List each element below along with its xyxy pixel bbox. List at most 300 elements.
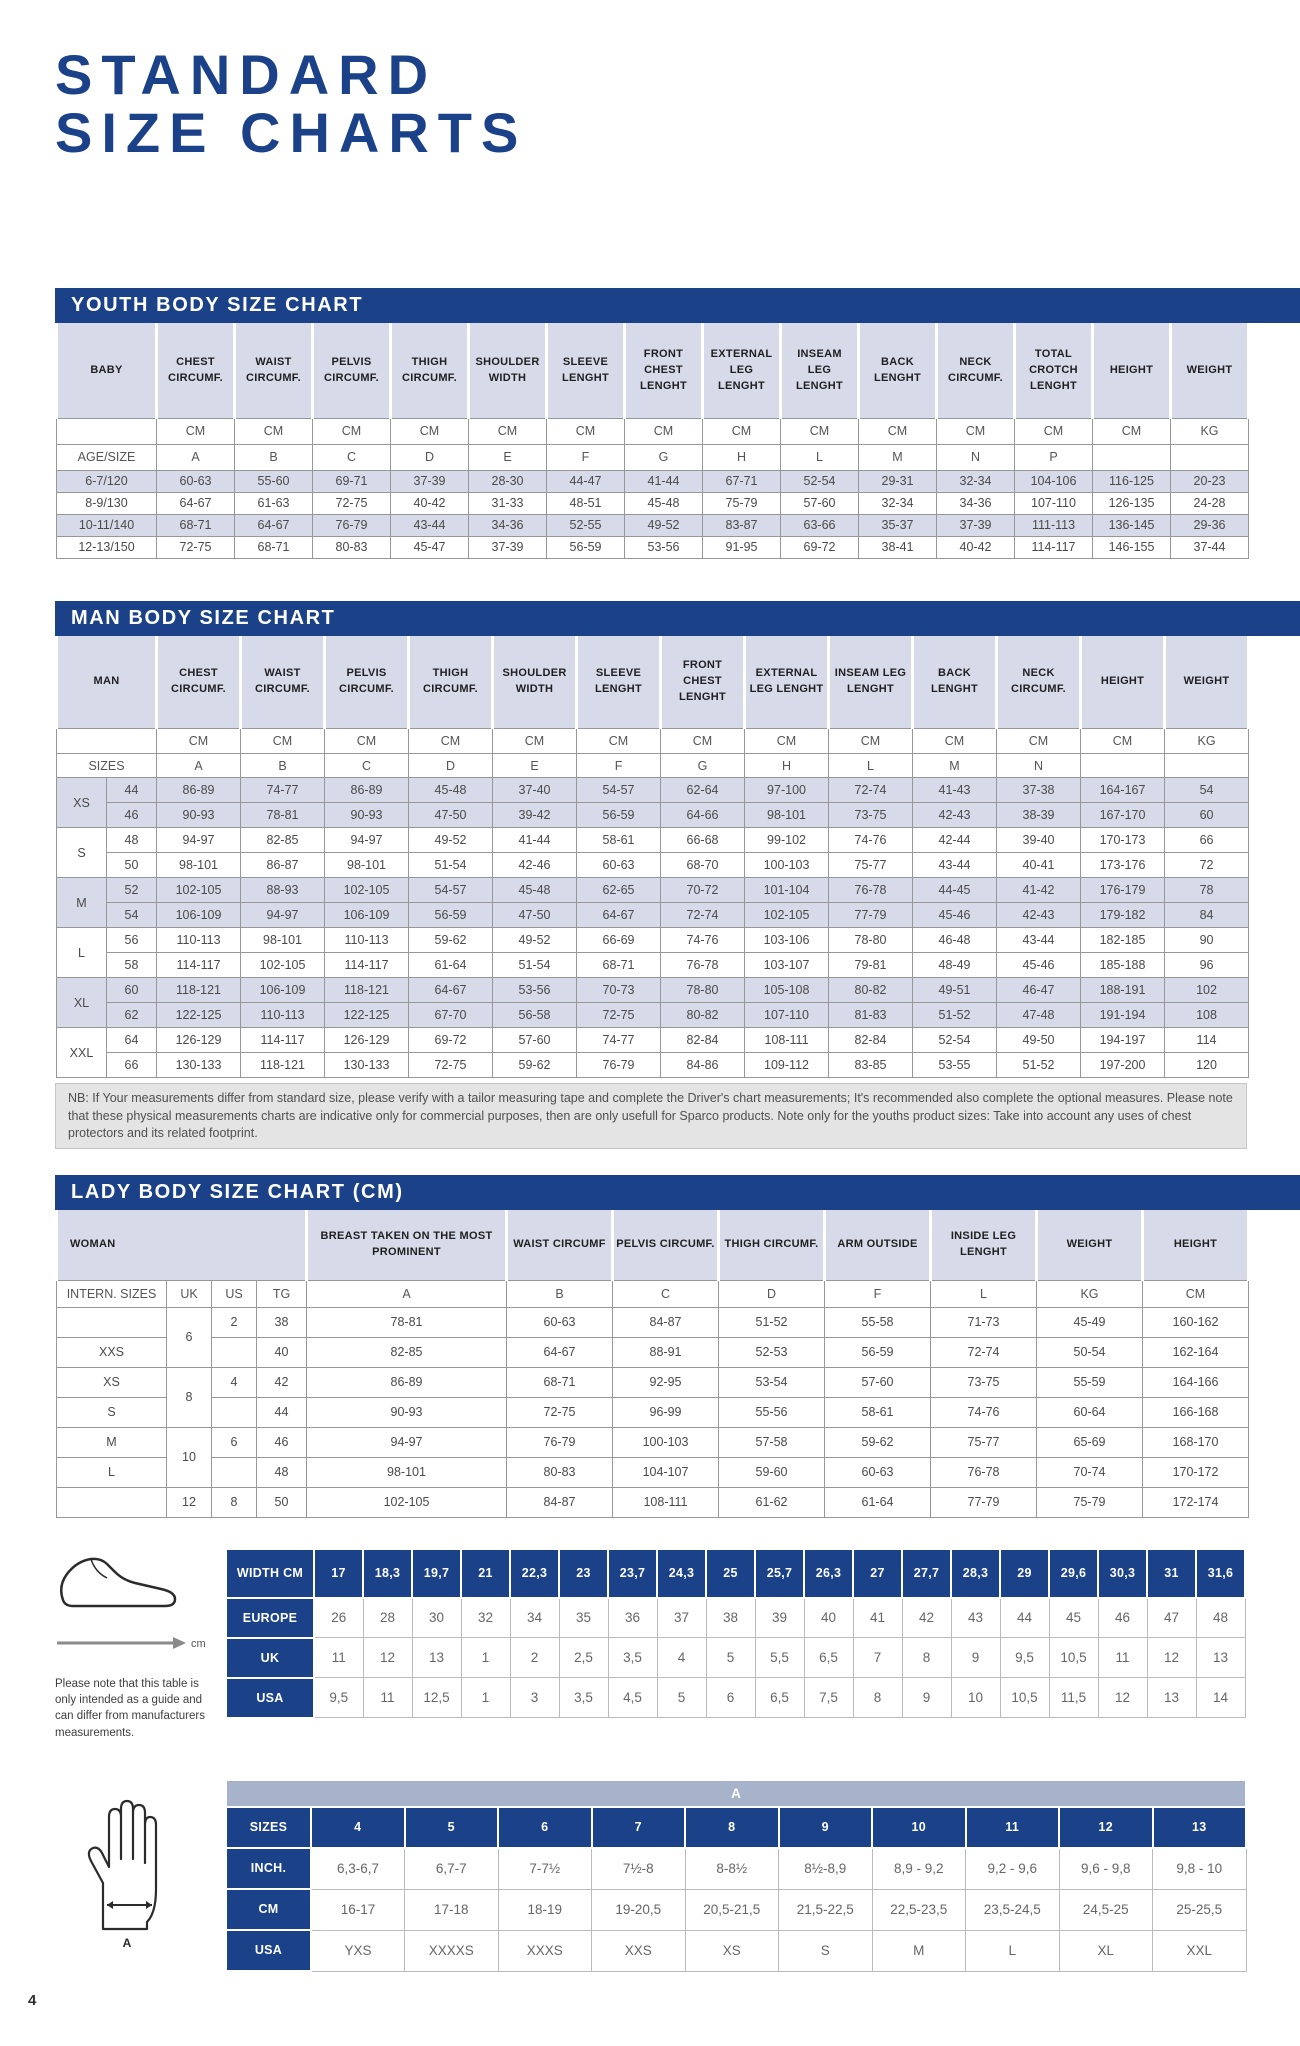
cell: 13 [412,1638,461,1678]
cell: 57-60 [493,1028,577,1053]
cell: XXXXS [405,1930,499,1971]
letter-cell: A [307,1280,507,1307]
cell: 60-64 [1037,1397,1143,1427]
unit-cell: CM [1015,418,1093,444]
cell: 40-42 [391,492,469,514]
cell: 4 [311,1807,405,1848]
cell: 56-58 [493,1003,577,1028]
cell: 12 [1098,1678,1147,1718]
cell: 118-121 [241,1053,325,1078]
letter-cell: C [325,754,409,778]
cell: 19-20,5 [592,1889,686,1930]
cell: 75-79 [1037,1487,1143,1517]
cell: 30,3 [1098,1549,1147,1598]
cell: 76-79 [507,1427,613,1457]
cell: 45-46 [997,953,1081,978]
cell: 9,5 [1000,1638,1049,1678]
cell: 46 [1098,1598,1147,1638]
cell: 6,5 [804,1638,853,1678]
column-header: INSEAM LEG LENGHT [829,636,913,729]
age-size-label: 12-13/150 [57,536,157,558]
cell: 65-69 [1037,1427,1143,1457]
cell: 10 [872,1807,966,1848]
cell: 10,5 [1049,1638,1098,1678]
intern-size [57,1487,167,1517]
cell: 41-42 [997,878,1081,903]
cell: 57-60 [825,1367,931,1397]
cell: 5 [706,1638,755,1678]
cell: 26 [314,1598,363,1638]
cell [57,418,157,444]
letter-cell: P [1015,444,1093,470]
cell: 7 [592,1807,686,1848]
unit-cell: CM [577,729,661,754]
cell: 126-129 [325,1028,409,1053]
cell: 23,5-24,5 [966,1889,1060,1930]
letter-cell: F [547,444,625,470]
cell: 114-117 [1015,536,1093,558]
column-header: TOTAL CROTCH LENGHT [1015,323,1093,418]
page-number: 4 [28,1992,37,2009]
cell: 68-70 [661,853,745,878]
cell: 49-50 [997,1028,1081,1053]
age-size-label: 10-11/140 [57,514,157,536]
cell: 106-109 [157,903,241,928]
column-header: NECK CIRCUMF. [937,323,1015,418]
cell: 37-40 [493,778,577,803]
tg-size: 48 [257,1457,307,1487]
cell: 32-34 [937,470,1015,492]
us-size: 8 [212,1487,257,1517]
cell: 25-25,5 [1153,1889,1247,1930]
cell: 74-76 [829,828,913,853]
cell: 72-75 [313,492,391,514]
cell: 37-44 [1171,536,1249,558]
cell: 71-73 [931,1307,1037,1337]
unit-cell: CM [625,418,703,444]
cell: 72-75 [577,1003,661,1028]
cell: 40-41 [997,853,1081,878]
cell: 182-185 [1081,928,1165,953]
cell: 60 [1165,803,1249,828]
unit-cell: CM [241,729,325,754]
letter-cell: B [235,444,313,470]
cell: 70-73 [577,978,661,1003]
lady-table [55,1210,1250,1518]
cell: 78-80 [829,928,913,953]
cell: 64-67 [235,514,313,536]
row-label: EUROPE [226,1598,314,1638]
column-header: BREAST TAKEN ON THE MOST PROMINENT [307,1210,507,1280]
unit-cell: CM [235,418,313,444]
cell: 41-43 [913,778,997,803]
cell: 104-107 [613,1457,719,1487]
cell: 28,3 [951,1549,1000,1598]
cell: 28-30 [469,470,547,492]
cell: 49-52 [625,514,703,536]
cell: 170-173 [1081,828,1165,853]
glove-sidebar [55,1779,225,1956]
cell: 82-84 [661,1028,745,1053]
column-header: FRONT CHEST LENGHT [661,636,745,729]
table-row [57,1307,1249,1337]
tg-size: 46 [257,1427,307,1457]
cell: 122-125 [325,1003,409,1028]
cell: YXS [311,1930,405,1971]
cell: 32-34 [859,492,937,514]
cell: 67-70 [409,1003,493,1028]
cell: 83-85 [829,1053,913,1078]
cell: 94-97 [325,828,409,853]
cell: 130-133 [157,1053,241,1078]
page-title-line1: STANDARD [55,43,438,106]
cell: 62-65 [577,878,661,903]
cell: 51-52 [913,1003,997,1028]
table-row [57,853,1249,878]
cell: 102-105 [241,953,325,978]
glove-a-label: A [122,1936,132,1951]
cell: 82-85 [307,1337,507,1367]
cell: 3,5 [608,1638,657,1678]
cell: 50-54 [1037,1337,1143,1367]
cell: 97-100 [745,778,829,803]
table-row [57,1053,1249,1078]
cell: 94-97 [307,1427,507,1457]
cell: 162-164 [1143,1337,1249,1367]
cell: 11 [966,1807,1060,1848]
cell: 78-81 [241,803,325,828]
column-header: CHEST CIRCUMF. [157,323,235,418]
cell: 8,9 - 9,2 [872,1848,966,1889]
row-label: USA [226,1678,314,1718]
intern-size [57,1307,167,1337]
cell: 32 [461,1598,510,1638]
row-label: INCH. [226,1848,311,1889]
cell: 54-57 [409,878,493,903]
cell: 114 [1165,1028,1249,1053]
table-row [57,444,1249,470]
cell: 75-79 [703,492,781,514]
cell: 107-110 [745,1003,829,1028]
column-header: PELVIS CIRCUMF. [613,1210,719,1280]
cell: 94-97 [241,903,325,928]
lady-title-bar [55,1175,1300,1210]
column-header: SHOULDER WIDTH [493,636,577,729]
cell: 111-113 [1015,514,1093,536]
cell: 107-110 [1015,492,1093,514]
column-header: NECK CIRCUMF. [997,636,1081,729]
table-row [226,1549,1245,1598]
cell: 56-59 [825,1337,931,1367]
youth-title-bar [55,288,1300,323]
cell: 5 [405,1807,499,1848]
cell: 7-7½ [498,1848,592,1889]
cell: 91-95 [703,536,781,558]
cell: 70-72 [661,878,745,903]
table-row [57,903,1249,928]
cell: 45-48 [493,878,577,903]
unit-cell: CM [391,418,469,444]
cell: 45-48 [409,778,493,803]
tg-size: 42 [257,1367,307,1397]
cell: 23,7 [608,1549,657,1598]
cell: 56-59 [409,903,493,928]
cell: 61-64 [825,1487,931,1517]
column-header: WAIST CIRCUMF. [235,323,313,418]
cell: 80-83 [507,1457,613,1487]
column-header: BACK LENGHT [859,323,937,418]
cell: 27,7 [902,1549,951,1598]
cell: 74-77 [241,778,325,803]
cell: 72-75 [157,536,235,558]
cell: 11 [363,1678,412,1718]
column-header: EXTERNAL LEG LENGHT [703,323,781,418]
cell: 11 [314,1638,363,1678]
column-header: INSIDE LEG LENGHT [931,1210,1037,1280]
cell: 6 [706,1678,755,1718]
youth-table [55,323,1250,559]
cell: 64-67 [577,903,661,928]
cell: 6,7-7 [405,1848,499,1889]
cell: 51-52 [997,1053,1081,1078]
cell: 56-59 [547,536,625,558]
letters-label: SIZES [57,754,157,778]
cell: 84-87 [507,1487,613,1517]
cell: 62-64 [661,778,745,803]
unit-cell: CM [781,418,859,444]
cell: 110-113 [325,928,409,953]
unit-cell: KG [1165,729,1249,754]
cell: 5,5 [755,1638,804,1678]
column-header: SHOULDER WIDTH [469,323,547,418]
cell: 59-62 [493,1053,577,1078]
size-group-label: L [57,928,107,978]
unit-cell: CM [661,729,745,754]
cell: 31-33 [469,492,547,514]
cell: 114-117 [325,953,409,978]
uk-size: 12 [167,1487,212,1517]
cell: 25,7 [755,1549,804,1598]
cell: 55-60 [235,470,313,492]
glove-section [55,1779,1300,1972]
man-title-bar [55,601,1300,636]
cm-label: cm [191,1637,206,1650]
table-row [226,1678,1245,1718]
column-header: SLEEVE LENGHT [577,636,661,729]
letter-cell: H [703,444,781,470]
cell: 37-39 [937,514,1015,536]
cell: 22,3 [510,1549,559,1598]
man-chart-title: MAN BODY SIZE CHART [71,606,336,629]
cell: S [779,1930,873,1971]
us-size [212,1457,257,1487]
cell: 74-76 [931,1397,1037,1427]
cell: 104-106 [1015,470,1093,492]
cell: 38-39 [997,803,1081,828]
cell: 80-82 [661,1003,745,1028]
cell: 13 [1196,1638,1245,1678]
cell: 96 [1165,953,1249,978]
cell: 2 [510,1638,559,1678]
cell: 116-125 [1093,470,1171,492]
cell: 47-50 [409,803,493,828]
cell: 45-47 [391,536,469,558]
unit-cell: CM [1081,729,1165,754]
cell: L [966,1930,1060,1971]
size-cell: 60 [107,978,157,1003]
letter-cell: D [719,1280,825,1307]
unit-cell: CM [937,418,1015,444]
cell: 48-49 [913,953,997,978]
letter-cell: H [745,754,829,778]
cell: 37-38 [997,778,1081,803]
table-row [57,1337,1249,1367]
cell: 96-99 [613,1397,719,1427]
cell: 172-174 [1143,1487,1249,1517]
cell: XXS [592,1930,686,1971]
cell: 61-63 [235,492,313,514]
cell: 28 [363,1598,412,1638]
cell: 7,5 [804,1678,853,1718]
cell: 68-71 [577,953,661,978]
cell: 114-117 [241,1028,325,1053]
unit-cell: CM [547,418,625,444]
cell: 78 [1165,878,1249,903]
cell: 72-74 [661,903,745,928]
letter-cell: L [781,444,859,470]
cell: 6,3-6,7 [311,1848,405,1889]
cell: 31,6 [1196,1549,1245,1598]
unit-cell: CM [745,729,829,754]
cell: 58-61 [577,828,661,853]
cell: 76-78 [931,1457,1037,1487]
cell: 49-52 [493,928,577,953]
cell: 55-58 [825,1307,931,1337]
cell: 9 [951,1638,1000,1678]
cell: 12 [363,1638,412,1678]
width-band: A [226,1780,1246,1807]
cell: 84-87 [613,1307,719,1337]
cm-arrow [55,1635,209,1656]
cell: 47-48 [997,1003,1081,1028]
cell: 6 [498,1807,592,1848]
cell: 52-54 [781,470,859,492]
cell: 14 [1196,1678,1245,1718]
letter-cell: L [829,754,913,778]
uk-size: 8 [167,1367,212,1427]
cell: 98-101 [157,853,241,878]
cell: 73-75 [931,1367,1037,1397]
cell: 59-62 [825,1427,931,1457]
cell: 44-47 [547,470,625,492]
intern-size: XS [57,1367,167,1397]
column-header: PELVIS CIRCUMF. [325,636,409,729]
cell: 126-135 [1093,492,1171,514]
cell: 36 [608,1598,657,1638]
cell: 185-188 [1081,953,1165,978]
age-size-label: 6-7/120 [57,470,157,492]
cell: 46-47 [997,978,1081,1003]
cell: 61-64 [409,953,493,978]
row-label-header: MAN [57,636,157,729]
cell: XXXS [498,1930,592,1971]
cell: 102 [1165,978,1249,1003]
table-row [57,1367,1249,1397]
cell: 29-36 [1171,514,1249,536]
cell: 58-61 [825,1397,931,1427]
shoe-sidebar [55,1548,225,1741]
letter-cell: B [507,1280,613,1307]
cell: 4,5 [608,1678,657,1718]
cell: 164-167 [1081,778,1165,803]
unit-cell: CM [913,729,997,754]
column-header: WEIGHT [1037,1210,1143,1280]
cell: 1 [461,1638,510,1678]
cell: 118-121 [157,978,241,1003]
letter-cell: A [157,754,241,778]
cell: 42 [902,1598,951,1638]
cell: 98-101 [241,928,325,953]
size-cell: 54 [107,903,157,928]
cell: 44-45 [913,878,997,903]
letter-cell: N [997,754,1081,778]
size-cell: 52 [107,878,157,903]
cell: 41-44 [493,828,577,853]
cell: 108-111 [613,1487,719,1517]
cell: 63-66 [781,514,859,536]
us-size: 6 [212,1427,257,1457]
cell: M [872,1930,966,1971]
cell: 9 [779,1807,873,1848]
size-cell: 58 [107,953,157,978]
sub-header: UK [167,1280,212,1307]
cell: 88-91 [613,1337,719,1367]
size-group-label: XXL [57,1028,107,1078]
column-header: WAIST CIRCUMF [507,1210,613,1280]
column-header: EXTERNAL LEG LENGHT [745,636,829,729]
cell: 146-155 [1093,536,1171,558]
letter-cell: D [391,444,469,470]
cell: XXL [1153,1930,1247,1971]
cell: 66-69 [577,928,661,953]
cell: 13 [1153,1807,1247,1848]
table-row [57,1487,1249,1517]
cell: 52-54 [913,1028,997,1053]
cell: 45-49 [1037,1307,1143,1337]
letter-cell [1093,444,1171,470]
cell: 86-89 [307,1367,507,1397]
cell: 82-84 [829,1028,913,1053]
letter-cell: M [859,444,937,470]
table-row [226,1638,1245,1678]
cell: 43-44 [391,514,469,536]
cell: 17-18 [405,1889,499,1930]
cell: 24-28 [1171,492,1249,514]
cell: 114-117 [157,953,241,978]
column-header: HEIGHT [1081,636,1165,729]
cell: 76-79 [577,1053,661,1078]
column-header: WEIGHT [1165,636,1249,729]
cell: 73-75 [829,803,913,828]
page-title [55,43,1300,165]
letter-cell: L [931,1280,1037,1307]
intern-size: XXS [57,1337,167,1367]
cell: 160-162 [1143,1307,1249,1337]
letter-cell: KG [1037,1280,1143,1307]
size-group-label: XS [57,778,107,828]
column-header: WAIST CIRCUMF. [241,636,325,729]
cell: 12,5 [412,1678,461,1718]
